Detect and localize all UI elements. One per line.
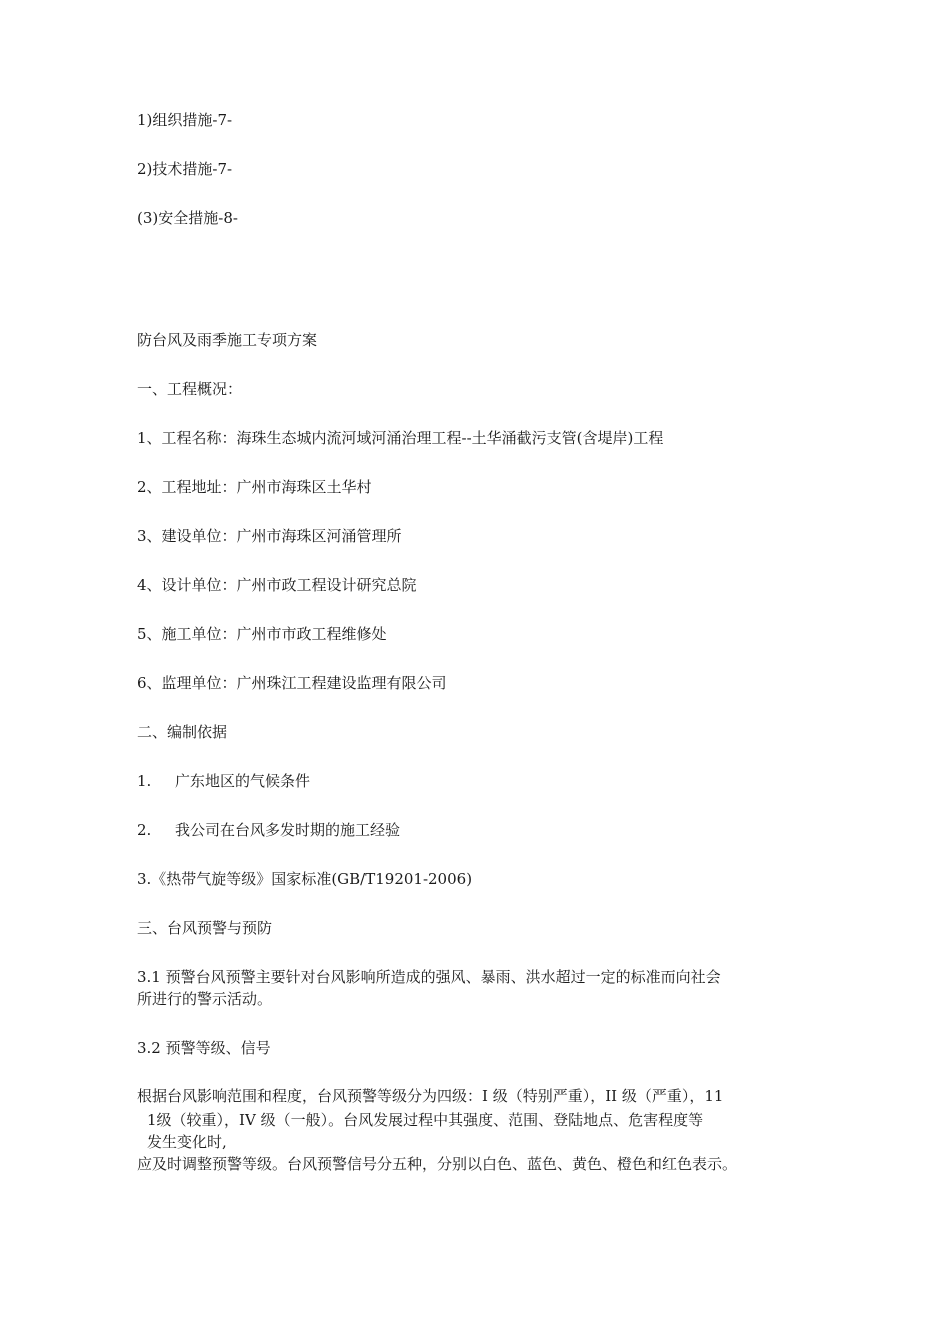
warning-levels-line1: 根据台风影响范围和程度，台风预警等级分为四级：I 级（特别严重），II 级（严重），11 (137, 1087, 724, 1105)
section3-heading: 三、台风预警与预防 (137, 919, 273, 937)
basis-item-2-text: 我公司在台风多发时期的施工经验 (175, 821, 401, 839)
warning-levels-line2: 1级（较重），IV 级（一般）。台风发展过程中其强度、范围、登陆地点、危害程度等 (147, 1111, 704, 1129)
document-title: 防台风及雨季施工专项方案 (137, 331, 318, 349)
paragraph-3-2-heading: 3.2 预警等级、信号 (137, 1039, 271, 1057)
design-unit: 4、设计单位：广州市政工程设计研究总院 (137, 576, 417, 594)
construction-owner: 3、建设单位：广州市海珠区河涌管理所 (137, 527, 402, 545)
toc-item-safety: (3)安全措施-8- (137, 209, 238, 227)
project-name: 1、工程名称：海珠生态城内流河域河涌治理工程--土华涌截污支管(含堤岸)工程 (137, 429, 664, 447)
paragraph-3-1 (137, 966, 817, 1010)
warning-levels-line3: 发生变化时, (147, 1133, 227, 1151)
basis-item-2 (137, 820, 400, 840)
paragraph-3-1-line1: 3.1 预警台风预警主要针对台风影响所造成的强风、暴雨、洪水超过一定的标准而向社会 (137, 968, 721, 986)
contractor-unit: 5、施工单位：广州市市政工程维修处 (137, 625, 387, 643)
supervision-unit: 6、监理单位：广州珠江工程建设监理有限公司 (137, 674, 447, 692)
basis-item-3: 3.《热带气旋等级》国家标准(GB/T19201-2006) (137, 870, 473, 888)
warning-levels-paragraph (137, 1085, 817, 1175)
basis-item-1 (137, 771, 310, 791)
toc-item-technical: 2)技术措施-7- (137, 160, 233, 178)
paragraph-3-1-line2: 所进行的警示活动。 (137, 990, 273, 1008)
project-address: 2、工程地址：广州市海珠区土华村 (137, 478, 372, 496)
basis-item-1-number: 1. (137, 772, 152, 790)
basis-item-2-number: 2. (137, 821, 152, 839)
section1-heading: 一、工程概况： (137, 380, 243, 398)
warning-levels-line4: 应及时调整预警等级。台风预警信号分五种，分别以白色、蓝色、黄色、橙色和红色表示。 (137, 1155, 738, 1173)
section2-heading: 二、编制依据 (137, 723, 228, 741)
basis-item-1-text: 广东地区的气候条件 (175, 772, 311, 790)
toc-item-organization: 1)组织措施-7- (137, 111, 233, 129)
